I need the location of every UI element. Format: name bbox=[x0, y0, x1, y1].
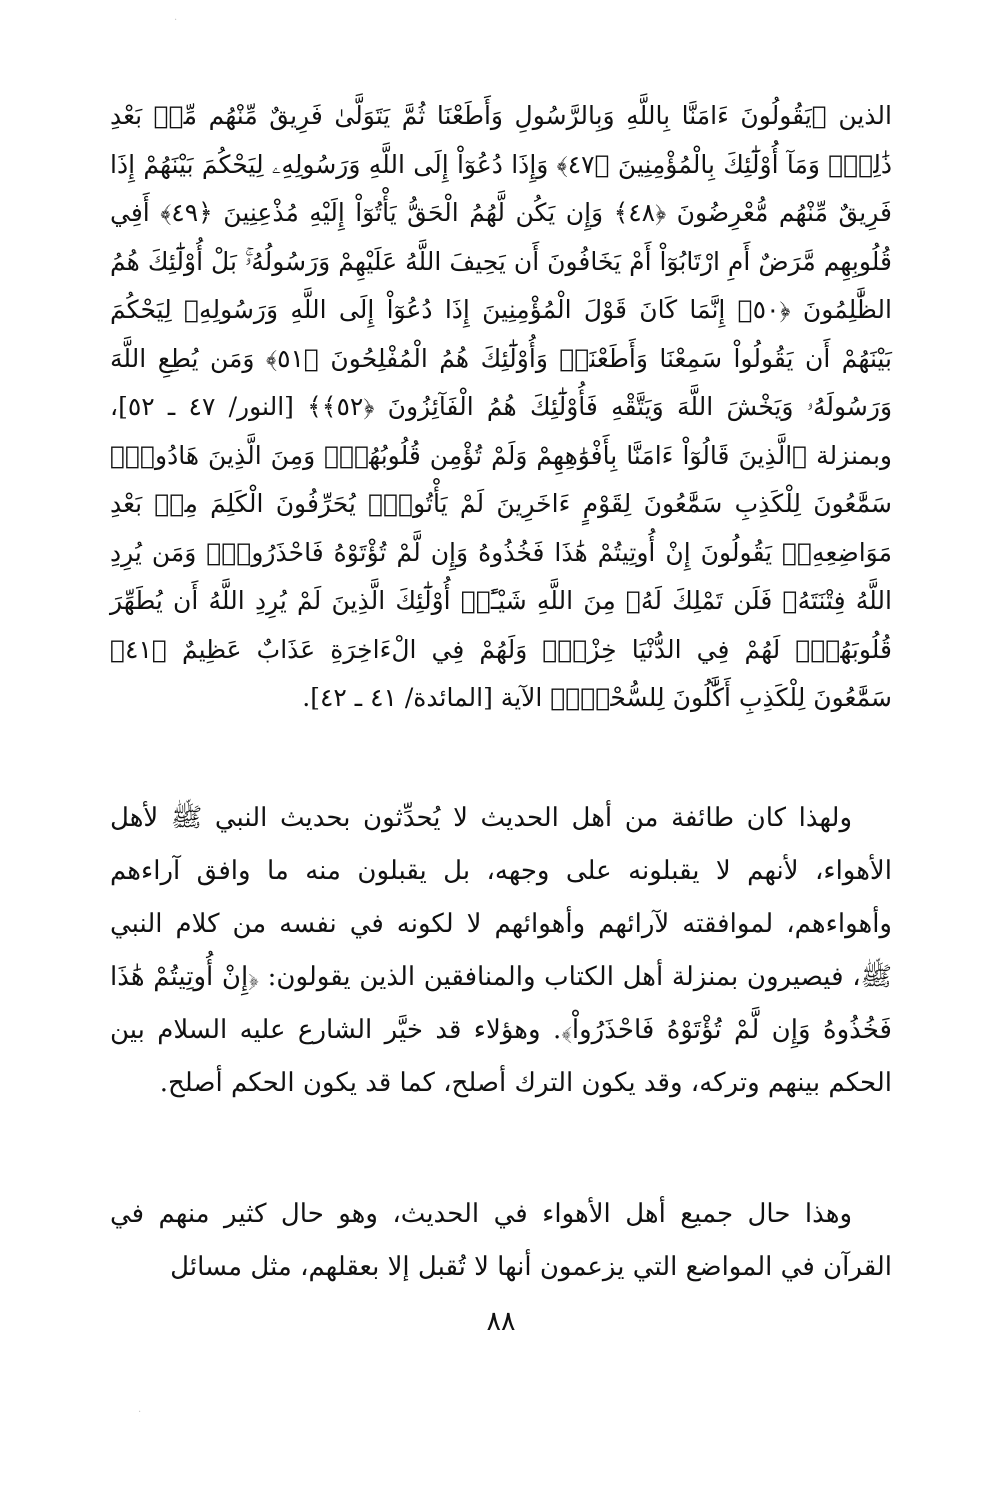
quran-quote-block: الذين ﴿يَقُولُونَ ءَامَنَّا بِاللَّهِ وَبِالرَّسُولِ وَأَطَعْنَا ثُمَّ يَتَوَلَّىٰ فَرِيقٌ مِّنْهُم مِّنۢ بَعْدِ ذَٰلِكَۚ وَمَآ أُوْلَٰٓئِكَ بِالْمُؤْمِنِينَ ﴿٤٧﴾ وَإِذَا دُعُوٓاْ إِلَى اللَّهِ وَرَسُولِهِۦ لِيَحْكُمَ بَيْنَهُمْ إِذَا فَرِيقٌ مِّنْهُم مُّعْرِضُونَ ﴿٤٨﴾ وَإِن يَكُن لَّهُمُ الْحَقُّ يَأْتُوٓاْ إِلَيْهِ مُذْعِنِينَ ﴿٤٩﴾ أَفِي قُلُوبِهِم مَّرَضٌ أَمِ ارْتَابُوٓاْ أَمْ يَخَافُونَ أَن يَحِيفَ اللَّهُ عَلَيْهِمْ وَرَسُولُهُۥۚ بَلْ أُوْلَٰٓئِكَ هُمُ الظَّٰلِمُونَ ﴿٥٠﴾ إِنَّمَا كَانَ قَوْلَ الْمُؤْمِنِينَ إِذَا دُعُوٓاْ إِلَى اللَّهِ وَرَسُولِهِۦ لِيَحْكُمَ بَيْنَهُمْ أَن يَقُولُواْ سَمِعْنَا وَأَطَعْنَاۚ وَأُوْلَٰٓئِكَ هُمُ الْمُفْلِحُونَ ﴿٥١﴾ وَمَن يُطِعِ اللَّهَ وَرَسُولَهُۥ وَيَخْشَ اللَّهَ وَيَتَّقْهِ فَأُوْلَٰٓئِكَ هُمُ الْفَآئِزُونَ ﴿٥٢﴾﴾ [النور/ ٤٧ ـ ٥٢]، وبمنزلة ﴿الَّذِينَ قَالُوٓاْ ءَامَنَّا بِأَفْوَٰهِهِمْ وَلَمْ تُؤْمِن قُلُوبُهُمْۛ وَمِنَ الَّذِينَ هَادُواْۛ سَمَّٰعُونَ لِلْكَذِبِ سَمَّٰعُونَ لِقَوْمٍ ءَاخَرِينَ لَمْ يَأْتُوكَۖ يُحَرِّفُونَ الْكَلِمَ مِنۢ بَعْدِ مَوَاضِعِهِۦۖ يَقُولُونَ إِنْ أُوتِيتُمْ هَٰذَا فَخُذُوهُ وَإِن لَّمْ تُؤْتَوْهُ فَاحْذَرُواْۚ وَمَن يُرِدِ اللَّهُ فِتْنَتَهُۥ فَلَن تَمْلِكَ لَهُۥ مِنَ اللَّهِ شَيْـًٔاۚ أُوْلَٰٓئِكَ الَّذِينَ لَمْ يُرِدِ اللَّهُ أَن يُطَهِّرَ قُلُوبَهُمْۚ لَهُمْ فِي الدُّنْيَا خِزْيٌۖ وَلَهُمْ فِي الْءَاخِرَةِ عَذَابٌ عَظِيمٌ ﴿٤١﴾ سَمَّٰعُونَ لِلْكَذِبِ أَكَّٰلُونَ لِلسُّحْتِۚ﴾ الآية [المائدة/ ٤١ ـ ٤٢]. bbox=[110, 101, 893, 712]
body-paragraph-2: وهذا حال جميع أهل الأهواء في الحديث، وهو حال كثير منهم في القرآن في المواضع التي يزعمون أنها لا تُقبل إلا بعقلهم، مثل مسائل bbox=[110, 1199, 892, 1282]
body-paragraph-1: ولهذا كان طائفة من أهل الحديث لا يُحدِّثون بحديث النبي ﷺ لأهل الأهواء، لأنهم لا يقبلونه على وجهه، بل يقبلون منه ما وافق آراءهم وأهواءهم، لموافقته لآرائهم وأهوائهم لا لكونه في نفسه من كلام النبي ﷺ، فيصيرون بمنزلة أهل الكتاب والمنافقين الذين يقولون: ﴿إِنْ أُوتِيتُمْ هَٰذَا فَخُذُوهُ وَإِن لَّمْ تُؤْتَوْهُ فَاحْذَرُواْ﴾. وهؤلاء قد خيَّر الشارع عليه السلام بين الحكم بينهم وتركه، وقد يكون الترك أصلح، كما قد يكون الحكم أصلح. bbox=[110, 803, 893, 1098]
page-number: ٨٨ bbox=[486, 1306, 516, 1337]
margin-mark: · bbox=[138, 1407, 142, 1418]
margin-mark: · bbox=[174, 15, 178, 26]
